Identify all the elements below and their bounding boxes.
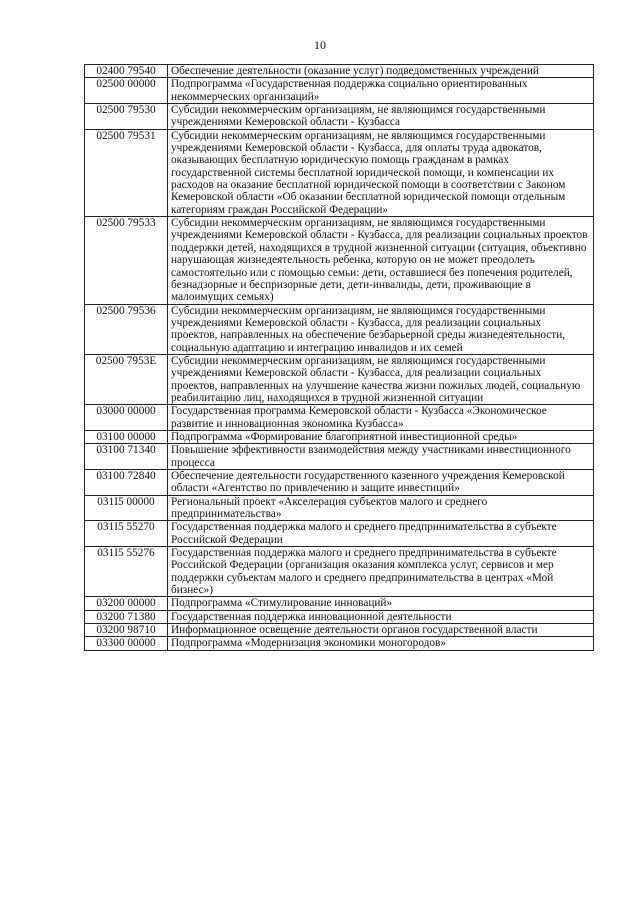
row-code: 03200 71380 xyxy=(85,610,168,623)
table-row xyxy=(85,444,594,470)
table-row xyxy=(85,78,594,104)
row-description: Субсидии некоммерческим организациям, не являющимся государственными учреждениями Кемеровской области - Кузбасса, для оплаты труда адвокатов, оказывающих бесплатную юридическую помощь гражданам в рамках государственной системы бесплатной юридической помощи, и компенсации их расходов на оказание бесплатной юридической помощи в соответствии с Законом Кемеровской области «Об оказании бесплатной юридической помощи отдельным категориям граждан Российской Федерации» xyxy=(168,129,594,216)
row-description: Государственная поддержка инновационной деятельности xyxy=(168,610,594,623)
table-row xyxy=(85,104,594,130)
budget-codes-table xyxy=(84,64,594,651)
row-code: 02500 79531 xyxy=(85,129,168,216)
table-row xyxy=(85,521,594,547)
row-description: Субсидии некоммерческим организациям, не являющимся государственными учреждениями Кемеровской области - Кузбасса, для реализации социальных проектов, направленных на обеспечение безбарьерной среды жизнедеятельности, социальную адаптацию и интеграцию инвалидов и их семей xyxy=(168,304,594,354)
row-description: Государственная поддержка малого и среднего предпринимательства в субъекте Российской Федерации xyxy=(168,521,594,547)
table-row xyxy=(85,597,594,610)
row-code: 03100 72840 xyxy=(85,470,168,496)
budget-codes-table-body xyxy=(85,65,594,651)
row-code: 03100 00000 xyxy=(85,430,168,443)
row-code: 02500 79533 xyxy=(85,217,168,304)
row-description: Обеспечение деятельности (оказание услуг) подведомственных учреждений xyxy=(168,65,594,78)
row-description: Подпрограмма «Стимулирование инноваций» xyxy=(168,597,594,610)
row-description: Субсидии некоммерческим организациям, не являющимся государственными учреждениями Кемеровской области - Кузбасса xyxy=(168,104,594,130)
table-row xyxy=(85,129,594,216)
row-description: Подпрограмма «Формирование благоприятной инвестиционной среды» xyxy=(168,430,594,443)
row-code: 031I5 55270 xyxy=(85,521,168,547)
row-description: Субсидии некоммерческим организациям, не являющимся государственными учреждениями Кемеровской области - Кузбасса, для реализации социальных проектов поддержки детей, находящихся в трудной жизненной ситуации (ситуация, объективно нарушающая жизнедеятельность ребенка, которую он не может преодолеть самостоятельно или с помощью семьи: дети, оставшиеся без попечения родителей, безнадзорные и беспризорные дети, дети-инвалиды, дети, проживающие в малоимущих семьях) xyxy=(168,217,594,304)
row-code: 031I5 55276 xyxy=(85,547,168,597)
page-number: 10 xyxy=(314,38,326,52)
row-description: Подпрограмма «Государственная поддержка социально ориентированных некоммерческих организаций» xyxy=(168,78,594,104)
row-description: Подпрограмма «Модернизация экономики моногородов» xyxy=(168,637,594,650)
table-row xyxy=(85,624,594,637)
row-description: Обеспечение деятельности государственного казенного учреждения Кемеровской области «Агентство по привлечению и защите инвестиций» xyxy=(168,470,594,496)
row-description: Информационное освещение деятельности органов государственной власти xyxy=(168,624,594,637)
row-code: 02500 79530 xyxy=(85,104,168,130)
row-code: 031I5 00000 xyxy=(85,495,168,521)
table-row xyxy=(85,65,594,78)
row-code: 02500 79536 xyxy=(85,304,168,354)
row-code: 03200 00000 xyxy=(85,597,168,610)
row-code: 03100 71340 xyxy=(85,444,168,470)
row-description: Повышение эффективности взаимодействия между участниками инвестиционного процесса xyxy=(168,444,594,470)
table-row xyxy=(85,430,594,443)
row-code: 03200 98710 xyxy=(85,624,168,637)
table-row xyxy=(85,354,594,404)
row-description: Региональный проект «Акселерация субъектов малого и среднего предпринимательства» xyxy=(168,495,594,521)
table-row xyxy=(85,304,594,354)
row-description: Субсидии некоммерческим организациям, не являющимся государственными учреждениями Кемеровской области - Кузбасса, для реализации социальных проектов, направленных на улучшение качества жизни пожилых людей, социальную реабилитацию лиц, находящихся в трудной жизненной ситуации xyxy=(168,354,594,404)
table-row xyxy=(85,547,594,597)
row-code: 03000 00000 xyxy=(85,405,168,431)
row-code: 02400 79540 xyxy=(85,65,168,78)
table-row xyxy=(85,637,594,650)
table-row xyxy=(85,405,594,431)
row-code: 02500 7953E xyxy=(85,354,168,404)
row-description: Государственная поддержка малого и среднего предпринимательства в субъекте Российской Федерации (организация оказания комплекса услуг, сервисов и мер поддержки субъектам малого и среднего предпринимательства в центрах «Мой бизнес») xyxy=(168,547,594,597)
row-code: 02500 00000 xyxy=(85,78,168,104)
row-code: 03300 00000 xyxy=(85,637,168,650)
table-row xyxy=(85,495,594,521)
row-description: Государственная программа Кемеровской области - Кузбасса «Экономическое развитие и инновационная экономика Кузбасса» xyxy=(168,405,594,431)
table-row xyxy=(85,470,594,496)
table-row xyxy=(85,217,594,304)
table-row xyxy=(85,610,594,623)
